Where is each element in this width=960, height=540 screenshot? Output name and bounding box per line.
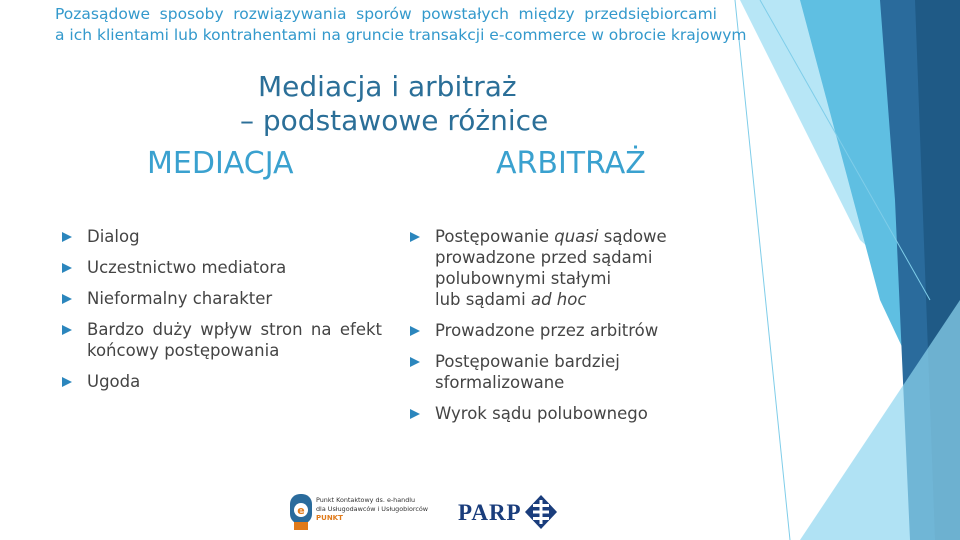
- title-line-1: Mediacja i arbitraż: [258, 70, 517, 103]
- list-item-text: Prowadzone przez arbitrów: [435, 321, 659, 340]
- arbitraz-heading: ARBITRAŻ: [496, 146, 646, 181]
- e-punkt-logo-icon: [288, 494, 314, 532]
- bullet-arrow-icon: [62, 377, 72, 387]
- arbitraz-list: [410, 226, 710, 434]
- punkt-logo-line: PUNKT: [316, 514, 343, 522]
- list-item: [62, 288, 382, 309]
- bullet-arrow-icon: [410, 326, 420, 336]
- list-item: [62, 257, 382, 278]
- text-segment-italic: quasi: [554, 227, 599, 246]
- slide-title: [240, 70, 549, 138]
- header-word: między: [518, 5, 575, 23]
- text-segment: Postępowanie: [435, 227, 555, 246]
- header-word: rozwiązywania: [233, 5, 347, 23]
- header-word: Pozasądowe: [55, 5, 151, 23]
- punkt-logo-line: Punkt Kontaktowy ds. e-handlu: [316, 496, 416, 504]
- list-item: [62, 371, 382, 392]
- svg-text:e: e: [297, 504, 305, 517]
- list-item: [410, 351, 710, 393]
- mediacja-heading: MEDIACJA: [147, 146, 294, 181]
- deco-bottom-shape: [800, 300, 960, 540]
- header-word: przedsiębiorcami: [584, 5, 717, 23]
- punkt-logo-line: dla Usługodawców i Usługobiorców: [316, 505, 429, 513]
- mediacja-list: [62, 226, 382, 402]
- text-segment: sądowe prowadzone przed sądami polubownymi stałymi lub sądami: [435, 227, 667, 309]
- bullet-arrow-icon: [410, 232, 420, 242]
- title-line-2: – podstawowe różnice: [240, 104, 549, 137]
- punkt-kontaktowy-logo: [288, 494, 429, 536]
- header-word: sporów: [356, 5, 412, 23]
- list-item: [62, 319, 382, 361]
- header-word: sposoby: [159, 5, 224, 23]
- list-item-text: Postępowanie bardziej sformalizowane: [435, 352, 620, 392]
- bullet-arrow-icon: [62, 263, 72, 273]
- punkt-logo-text: [316, 496, 428, 523]
- bullet-arrow-icon: [62, 294, 72, 304]
- header-word: powstałych: [421, 5, 509, 23]
- list-item-text: [435, 227, 667, 309]
- list-item-text: Dialog: [87, 227, 140, 246]
- list-item: [410, 320, 710, 341]
- list-item: [410, 403, 710, 424]
- list-item-text: Nieformalny charakter: [87, 289, 273, 308]
- list-item: [410, 226, 710, 310]
- header-line-1: [55, 4, 717, 25]
- bullet-arrow-icon: [410, 409, 420, 419]
- bullet-arrow-icon: [62, 325, 72, 335]
- parp-logo-text: PARP: [458, 500, 522, 525]
- list-item-text: Bardzo duży wpływ stron na efekt końcowy postępowania: [87, 320, 382, 360]
- slide-header: [55, 4, 747, 46]
- list-item-text: Wyrok sądu polubownego: [435, 404, 648, 423]
- list-item: [62, 226, 382, 247]
- text-segment-italic: ad hoc: [530, 290, 587, 309]
- header-line-2: a ich klientami lub kontrahentami na gruncie transakcji e-commerce w obrocie krajowym: [55, 26, 747, 44]
- bullet-arrow-icon: [62, 232, 72, 242]
- parp-diamond-icon: [524, 494, 558, 530]
- list-item-text: Uczestnictwo mediatora: [87, 258, 287, 277]
- bullet-arrow-icon: [410, 357, 420, 367]
- list-item-text: Ugoda: [87, 372, 141, 391]
